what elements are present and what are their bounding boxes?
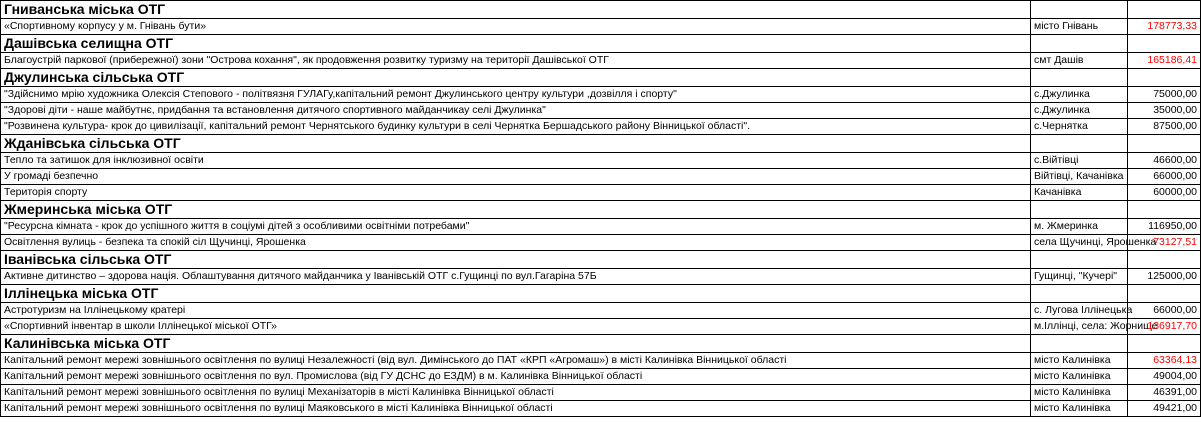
- project-name-cell: «Спортивному корпусу у м. Гнівань бути»: [1, 19, 1031, 35]
- group-title: Гниванська міська ОТГ: [1, 1, 1031, 19]
- amount-cell: 75000,00: [1128, 87, 1201, 103]
- place-cell: Війтівці, Качанівка: [1031, 169, 1128, 185]
- place-cell: с.Джулинка: [1031, 87, 1128, 103]
- project-name-cell: Капітальний ремонт мережі зовнішнього освітлення по вул. Промислова (від ГУ ДСНС до ЕЗДМ) в м. Калинівка Вінницької області: [1, 369, 1031, 385]
- place-cell: м.Іллінці, села: Жорнище: [1031, 319, 1128, 335]
- table-row: [1, 103, 1201, 119]
- group-header-empty-cell: [1128, 335, 1201, 353]
- amount-cell: 35000,00: [1128, 103, 1201, 119]
- group-header-empty-cell: [1031, 35, 1128, 53]
- table-row: [1, 119, 1201, 135]
- group-header-empty-cell: [1128, 1, 1201, 19]
- place-cell: місто Калинівка: [1031, 369, 1128, 385]
- place-cell: с.Війтівці: [1031, 153, 1128, 169]
- table-row: [1, 269, 1201, 285]
- amount-cell: 136917,70: [1128, 319, 1201, 335]
- group-header-empty-cell: [1128, 135, 1201, 153]
- group-header-empty-cell: [1128, 35, 1201, 53]
- group-header-empty-cell: [1031, 135, 1128, 153]
- table-row: [1, 153, 1201, 169]
- group-header-row: [1, 135, 1201, 153]
- projects-table-body: [1, 1, 1201, 417]
- amount-cell: 178773,33: [1128, 19, 1201, 35]
- group-title: Іванівська сільська ОТГ: [1, 251, 1031, 269]
- table-row: [1, 401, 1201, 417]
- place-cell: с. Лугова Іллінецька: [1031, 303, 1128, 319]
- table-row: [1, 385, 1201, 401]
- group-header-empty-cell: [1031, 251, 1128, 269]
- group-header-empty-cell: [1128, 201, 1201, 219]
- group-header-row: [1, 35, 1201, 53]
- table-row: [1, 235, 1201, 251]
- table-row: [1, 353, 1201, 369]
- table-row: [1, 53, 1201, 69]
- project-name-cell: Територія спорту: [1, 185, 1031, 201]
- project-name-cell: Активне дитинство – здорова нація. Облаштування дитячого майданчика у Іванівській ОТГ с.Гущинці по вул.Гагаріна 57Б: [1, 269, 1031, 285]
- group-header-empty-cell: [1128, 251, 1201, 269]
- place-cell: села Щучинці, Ярошенка: [1031, 235, 1128, 251]
- amount-cell: 125000,00: [1128, 269, 1201, 285]
- group-title: Іллінецька міська ОТГ: [1, 285, 1031, 303]
- table-row: [1, 219, 1201, 235]
- group-header-empty-cell: [1031, 335, 1128, 353]
- project-name-cell: Капітальний ремонт мережі зовнішнього освітлення по вулиці Маяковського в місті Калинівка Вінницької області: [1, 401, 1031, 417]
- project-name-cell: Благоустрій паркової (прибережної) зони "Острова кохання", як продовження розвитку туризму на території Дашівської ОТГ: [1, 53, 1031, 69]
- group-title: Жданівська сільська ОТГ: [1, 135, 1031, 153]
- table-row: [1, 19, 1201, 35]
- table-row: [1, 185, 1201, 201]
- group-title: Калинівська міська ОТГ: [1, 335, 1031, 353]
- group-title: Дашівська селищна ОТГ: [1, 35, 1031, 53]
- place-cell: с.Чернятка: [1031, 119, 1128, 135]
- group-header-empty-cell: [1031, 69, 1128, 87]
- group-header-row: [1, 69, 1201, 87]
- project-name-cell: "Здійснимо мрію художника Олексія Степового - політвязня ГУЛАГу,капітальний ремонт Джулинського центру культури ,дозвілля і спорту": [1, 87, 1031, 103]
- amount-cell: 87500,00: [1128, 119, 1201, 135]
- project-name-cell: Капітальний ремонт мережі зовнішнього освітлення по вулиці Незалежності (від вул. Димінського до ПАТ «КРП «Агромаш») в місті Калинівка Вінницької області: [1, 353, 1031, 369]
- project-name-cell: Тепло та затишок для інклюзивної освіти: [1, 153, 1031, 169]
- amount-cell: 60000,00: [1128, 185, 1201, 201]
- amount-cell: 66000,00: [1128, 303, 1201, 319]
- table-row: [1, 169, 1201, 185]
- group-title: Джулинська сільська ОТГ: [1, 69, 1031, 87]
- group-header-empty-cell: [1128, 69, 1201, 87]
- group-header-row: [1, 251, 1201, 269]
- group-header-row: [1, 1, 1201, 19]
- amount-cell: 165186,41: [1128, 53, 1201, 69]
- table-row: [1, 369, 1201, 385]
- group-title: Жмеринська міська ОТГ: [1, 201, 1031, 219]
- project-name-cell: У громаді безпечно: [1, 169, 1031, 185]
- place-cell: місто Калинівка: [1031, 401, 1128, 417]
- amount-cell: 46391,00: [1128, 385, 1201, 401]
- place-cell: смт Дашів: [1031, 53, 1128, 69]
- amount-cell: 66000,00: [1128, 169, 1201, 185]
- place-cell: місто Калинівка: [1031, 353, 1128, 369]
- group-header-row: [1, 285, 1201, 303]
- amount-cell: 63364,13: [1128, 353, 1201, 369]
- group-header-empty-cell: [1128, 285, 1201, 303]
- table-row: [1, 87, 1201, 103]
- place-cell: місто Гнівань: [1031, 19, 1128, 35]
- group-header-empty-cell: [1031, 1, 1128, 19]
- project-name-cell: Капітальний ремонт мережі зовнішнього освітлення по вулиці Механізаторів в місті Калинівка Вінницької області: [1, 385, 1031, 401]
- place-cell: Качанівка: [1031, 185, 1128, 201]
- group-header-row: [1, 201, 1201, 219]
- amount-cell: 46600,00: [1128, 153, 1201, 169]
- amount-cell: 49421,00: [1128, 401, 1201, 417]
- place-cell: місто Калинівка: [1031, 385, 1128, 401]
- project-name-cell: Освітлення вулиць - безпека та спокій сіл Щучинці, Ярошенка: [1, 235, 1031, 251]
- amount-cell: 73127,51: [1128, 235, 1201, 251]
- group-header-empty-cell: [1031, 201, 1128, 219]
- project-name-cell: «Спортивний інвентар в школи Іллінецької міської ОТГ»: [1, 319, 1031, 335]
- table-row: [1, 319, 1201, 335]
- group-header-row: [1, 335, 1201, 353]
- table-row: [1, 303, 1201, 319]
- place-cell: м. Жмеринка: [1031, 219, 1128, 235]
- place-cell: с.Джулинка: [1031, 103, 1128, 119]
- group-header-empty-cell: [1031, 285, 1128, 303]
- amount-cell: 116950,00: [1128, 219, 1201, 235]
- amount-cell: 49004,00: [1128, 369, 1201, 385]
- project-name-cell: "Здорові діти - наше майбутнє, придбання та встановлення дитячого спортивного майданчикау селі Джулинка": [1, 103, 1031, 119]
- project-name-cell: "Розвинена культура- крок до цивилізації, капітальний ремонт Чернятського будинку культури в селі Чернятка Бершадського району Вінницької області".: [1, 119, 1031, 135]
- place-cell: Гущинці, "Кучері": [1031, 269, 1128, 285]
- project-name-cell: "Ресурсна кімната - крок до успішного життя в соціумі дітей з особливими освітніми потребами": [1, 219, 1031, 235]
- project-name-cell: Астротуризм на Іллінецькому кратері: [1, 303, 1031, 319]
